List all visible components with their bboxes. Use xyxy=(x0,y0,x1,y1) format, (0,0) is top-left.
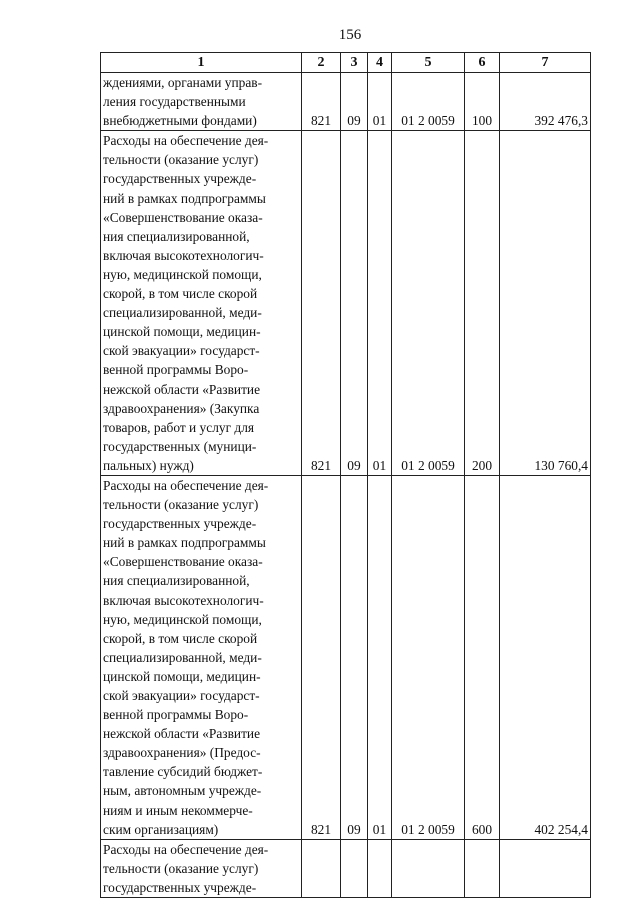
col-header-4: 4 xyxy=(368,53,392,73)
row-expense-type: 200 xyxy=(465,131,500,476)
row-amount: 392 476,3 xyxy=(500,73,591,131)
row-amount xyxy=(500,839,591,897)
row-admin-code: 821 xyxy=(302,475,341,839)
col-header-1: 1 xyxy=(101,53,302,73)
row-expense-type xyxy=(465,839,500,897)
row-subsection xyxy=(368,839,392,897)
row-description: ждениями, органами управ- ления государственными внебюджетными фондами) xyxy=(101,73,302,131)
row-description: Расходы на обеспечение дея- тельности (оказание услуг) государственных учрежде- ний в рамках подпрограммы «Совершенствование оказа- ния специализированной, включая высокотехнологич- ную, медицинской помощи, скорой, в том числе скорой специализированной, меди- цинской помощи, медицин- ской эвакуации» государст- венной программы Воро- нежской области «Развитие здравоохранения» (Предос- тавление субсидий бюджет- ным, автономным учрежде- ниям и иным некоммерче- ским организациям) xyxy=(101,475,302,839)
col-header-3: 3 xyxy=(341,53,368,73)
page-number: 156 xyxy=(338,27,362,43)
row-target-code: 01 2 0059 xyxy=(392,73,465,131)
row-admin-code: 821 xyxy=(302,73,341,131)
table-row xyxy=(101,839,591,897)
col-header-5: 5 xyxy=(392,53,465,73)
table-row xyxy=(101,475,591,839)
row-section: 09 xyxy=(341,131,368,476)
row-description: Расходы на обеспечение дея- тельности (оказание услуг) государственных учрежде- xyxy=(101,839,302,897)
row-section: 09 xyxy=(341,475,368,839)
row-subsection: 01 xyxy=(368,131,392,476)
row-expense-type: 600 xyxy=(465,475,500,839)
row-amount: 130 760,4 xyxy=(500,131,591,476)
row-subsection: 01 xyxy=(368,73,392,131)
row-admin-code xyxy=(302,839,341,897)
row-section: 09 xyxy=(341,73,368,131)
table-row xyxy=(101,73,591,131)
row-admin-code: 821 xyxy=(302,131,341,476)
row-target-code xyxy=(392,839,465,897)
row-amount: 402 254,4 xyxy=(500,475,591,839)
row-target-code: 01 2 0059 xyxy=(392,475,465,839)
col-header-6: 6 xyxy=(465,53,500,73)
col-header-2: 2 xyxy=(302,53,341,73)
row-target-code: 01 2 0059 xyxy=(392,131,465,476)
budget-table xyxy=(100,52,591,898)
header-row xyxy=(101,53,591,73)
row-section xyxy=(341,839,368,897)
row-subsection: 01 xyxy=(368,475,392,839)
table-row xyxy=(101,131,591,476)
row-expense-type: 100 xyxy=(465,73,500,131)
col-header-7: 7 xyxy=(500,53,591,73)
row-description: Расходы на обеспечение дея- тельности (оказание услуг) государственных учрежде- ний в рамках подпрограммы «Совершенствование оказа- ния специализированной, включая высокотехнологич- ную, медицинской помощи, скорой, в том числе скорой специализированной, меди- цинской помощи, медицин- ской эвакуации» государст- венной программы Воро- нежской области «Развитие здравоохранения» (Закупка товаров, работ и услуг для государственных (муници- пальных) нужд) xyxy=(101,131,302,476)
